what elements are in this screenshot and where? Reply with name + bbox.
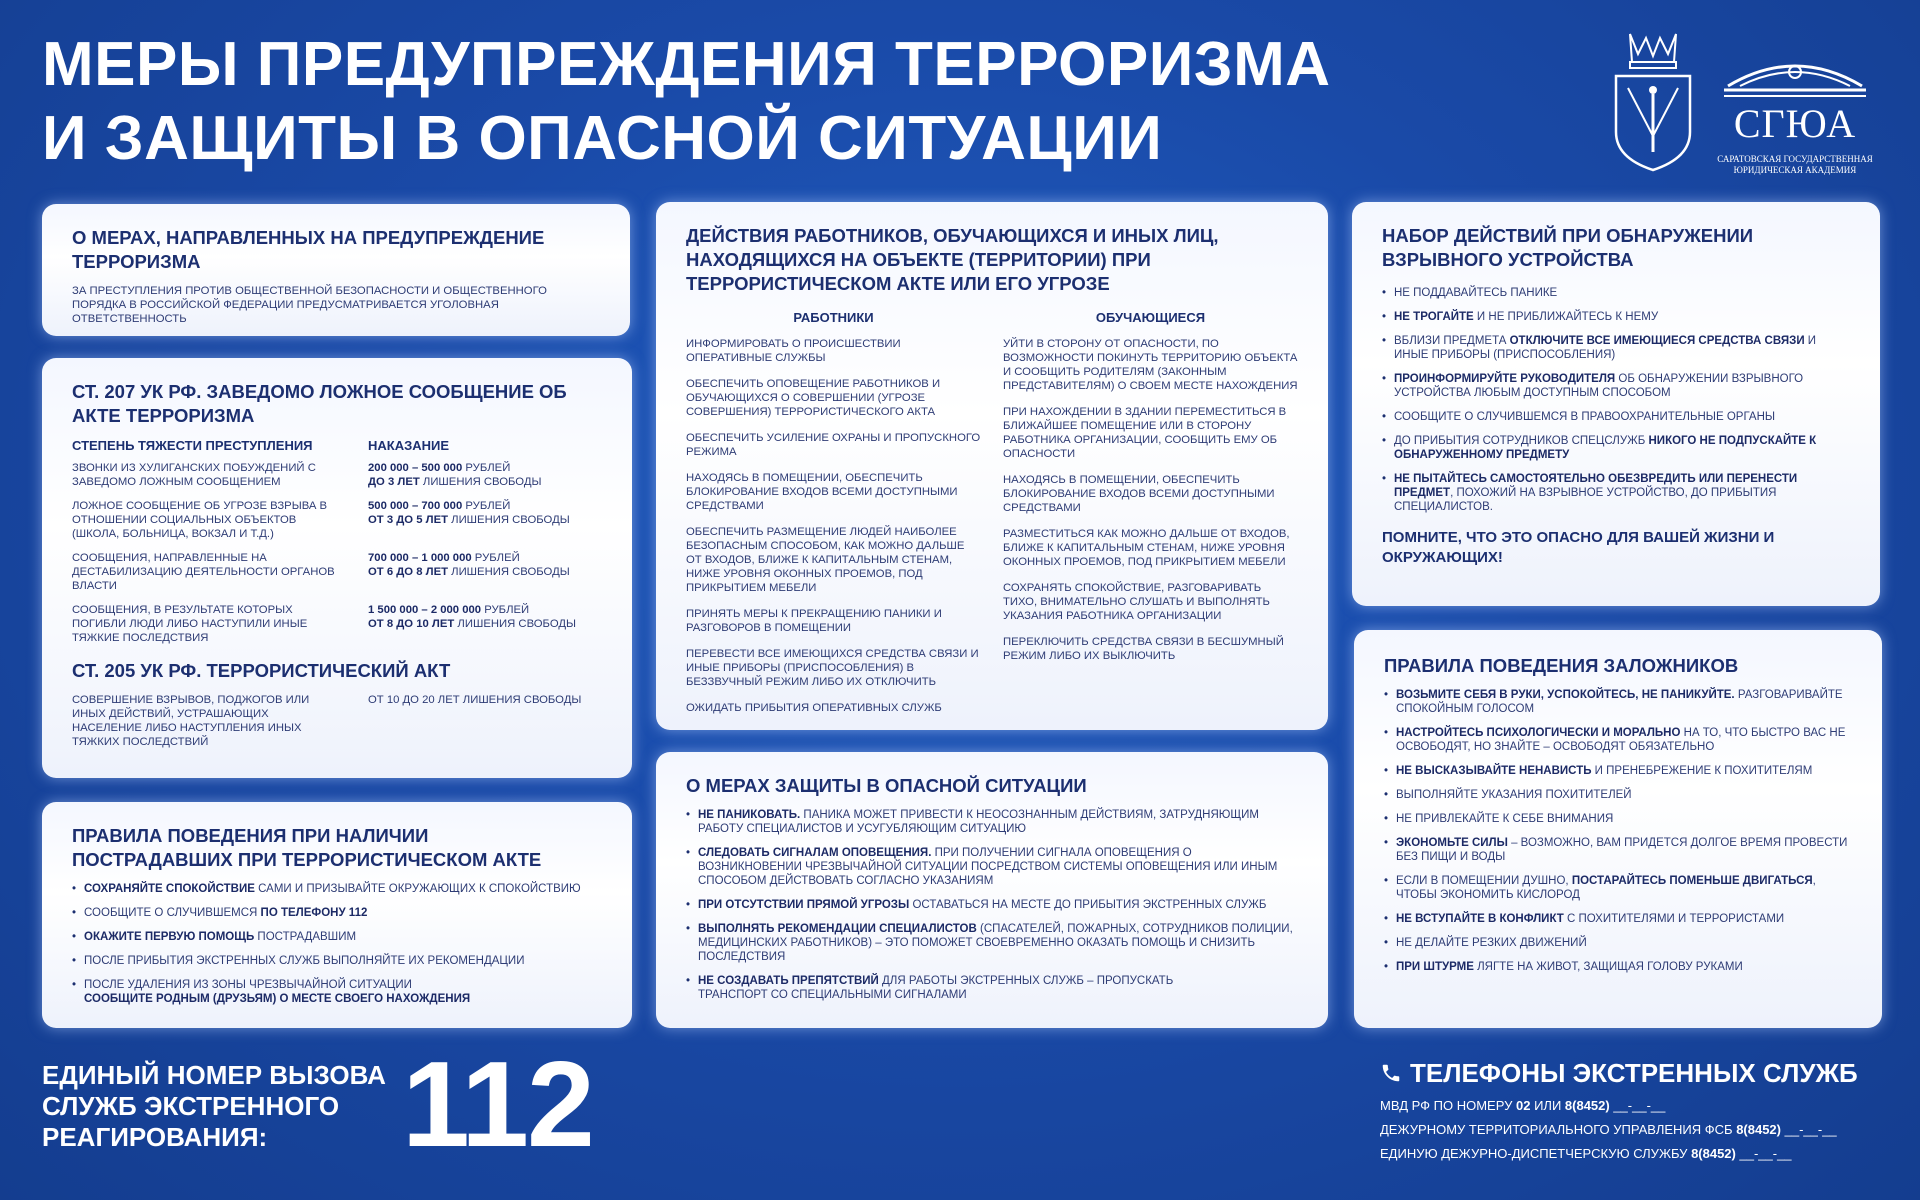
students-heading: ОБУЧАЮЩИЕСЯ: [1095, 310, 1206, 325]
list-item: • ДО ПРИБЫТИЯ СОТРУДНИКОВ СПЕЦСЛУЖБ НИКОГО НЕ ПОДПУСКАЙТЕ К ОБНАРУЖЕННОМУ ПРЕДМЕТУ: [1382, 434, 1850, 462]
phone-icon: [1380, 1062, 1402, 1084]
list-item: • СЛЕДОВАТЬ СИГНАЛАМ ОПОВЕЩЕНИЯ. ПРИ ПОЛУЧЕНИИ СИГНАЛА ОПОВЕЩЕНИЯ О ВОЗНИКНОВЕНИИ ЧРЕЗВЫЧАЙНОЙ СИТУАЦИИ ПОСРЕДСТВОМ СИСТЕМЫ ОПОВЕЩЕНИЯ ИЛИ ИНЫМ СПОСОБОМ ДЕЙСТВОВАТЬ СОГЛАСНО УКАЗАНИЯМ: [686, 846, 1298, 888]
list-item: • ВЫПОЛНЯТЬ РЕКОМЕНДАЦИИ СПЕЦИАЛИСТОВ (СПАСАТЕЛЕЙ, ПОЖАРНЫХ, СОТРУДНИКОВ ПОЛИЦИИ, МЕДИЦИНСКИХ РАБОТНИКОВ) – ЭТО ПОМОЖЕТ СВОЕВРЕМЕННО ОКАЗАТЬ ПОМОЩЬ И СНИЗИТЬ ПОСЛЕДСТВИЯ: [686, 922, 1298, 964]
prevention-heading: О МЕРАХ, НАПРАВЛЕННЫХ НА ПРЕДУПРЕЖДЕНИЕ ТЕРРОРИЗМА: [72, 227, 545, 272]
victims-heading: ПРАВИЛА ПОВЕДЕНИЯ ПРИ НАЛИЧИИ ПОСТРАДАВШИХ ПРИ ТЕРРОРИСТИЧЕСКОМ АКТЕ: [72, 825, 542, 870]
crime-text: СОВЕРШЕНИЕ ВЗРЫВОВ, ПОДЖОГОВ ИЛИ ИНЫХ ДЕЙСТВИЙ, УСТРАШАЮЩИХ НАСЕЛЕНИЕ ЛИБО НАСТУПЛЕНИЯ ИНЫХ ТЯЖКИХ ПОСЛЕДСТВИЙ: [72, 694, 310, 748]
students-column: [1003, 310, 1298, 727]
crime-text: ЗВОНКИ ИЗ ХУЛИГАНСКИХ ПОБУЖДЕНИЙ С ЗАВЕДОМО ЛОЖНЫМ СООБЩЕНИЕМ: [72, 462, 316, 488]
list-item: ПЕРЕКЛЮЧИТЬ СРЕДСТВА СВЯЗИ В БЕСШУМНЫЙ РЕЖИМ ЛИБО ИХ ВЫКЛЮЧИТЬ: [1003, 636, 1284, 662]
protection-card: [656, 752, 1328, 1028]
list-item: НАХОДЯСЬ В ПОМЕЩЕНИИ, ОБЕСПЕЧИТЬ БЛОКИРОВАНИЕ ВХОДОВ ВСЕМИ ДОСТУПНЫМИ СРЕДСТВАМИ: [1003, 474, 1275, 514]
list-item: ПРИ НАХОЖДЕНИИ В ЗДАНИИ ПЕРЕМЕСТИТЬСЯ В БЛИЖАЙШЕЕ ПОМЕЩЕНИЕ ИЛИ В СТОРОНУ РАБОТНИКА ОРГАНИЗАЦИИ, СООБЩИТЬ ЕМУ ОБ ОПАСНОСТИ: [1003, 406, 1287, 460]
list-item: • НЕ СОЗДАВАТЬ ПРЕПЯТСТВИЙ ДЛЯ РАБОТЫ ЭКСТРЕННЫХ СЛУЖБ – ПРОПУСКАТЬ ТРАНСПОРТ СО СПЕЦИАЛЬНЫМИ СИГНАЛАМИ: [686, 974, 1246, 1002]
explosive-heading: НАБОР ДЕЙСТВИЙ ПРИ ОБНАРУЖЕНИИ ВЗРЫВНОГО УСТРОЙСТВА: [1382, 225, 1754, 270]
actions-columns: [686, 310, 1298, 727]
art207-col-penalty: НАКАЗАНИЕ: [368, 438, 450, 453]
list-item: • НЕ ПАНИКОВАТЬ. ПАНИКА МОЖЕТ ПРИВЕСТИ К НЕОСОЗНАННЫМ ДЕЙСТВИЯМ, ЗАТРУДНЯЮЩИМ РАБОТУ СПЕЦИАЛИСТОВ И УСУГУБЛЯЮЩИМ СИТУАЦИЮ: [686, 808, 1298, 836]
list-item: • ПРОИНФОРМИРУЙТЕ РУКОВОДИТЕЛЯ ОБ ОБНАРУЖЕНИИ ВЗРЫВНОГО УСТРОЙСТВА ЛЮБЫМ ДОСТУПНЫМ СПОСОБОМ: [1382, 372, 1850, 400]
table-row: [72, 551, 602, 593]
list-item: • СООБЩИТЕ О СЛУЧИВШЕМСЯ ПО ТЕЛЕФОНУ 112: [72, 906, 602, 920]
page-title: [42, 28, 1331, 176]
emergency-phones: [1380, 1058, 1858, 1166]
list-item: • ПРИ ШТУРМЕ ЛЯГТЕ НА ЖИВОТ, ЗАЩИЩАЯ ГОЛОВУ РУКАМИ: [1384, 960, 1852, 974]
criminal-code-card: [42, 358, 632, 778]
penalty-text: 700 000 – 1 000 000 РУБЛЕЙ ОТ 6 ДО 8 ЛЕТ ЛИШЕНИЯ СВОБОДЫ: [368, 552, 570, 578]
art207-heading: СТ. 207 УК РФ. ЗАВЕДОМО ЛОЖНОЕ СООБЩЕНИЕ ОБ АКТЕ ТЕРРОРИЗМА: [72, 381, 567, 426]
workers-heading: РАБОТНИКИ: [793, 310, 874, 325]
table-row: [72, 499, 602, 541]
phones-title: ТЕЛЕФОНЫ ЭКСТРЕННЫХ СЛУЖБ: [1380, 1058, 1858, 1088]
saratov-crest-icon: [1610, 24, 1696, 172]
actions-card: [656, 202, 1328, 730]
art207-col-severity: СТЕПЕНЬ ТЯЖЕСТИ ПРЕСТУПЛЕНИЯ: [72, 438, 313, 453]
penalty-text: 500 000 – 700 000 РУБЛЕЙ ОТ 3 ДО 5 ЛЕТ ЛИШЕНИЯ СВОБОДЫ: [368, 500, 570, 526]
emergency-number: 112: [402, 1036, 593, 1172]
crime-text: ЛОЖНОЕ СООБЩЕНИЕ ОБ УГРОЗЕ ВЗРЫВА В ОТНОШЕНИИ СОЦИАЛЬНЫХ ОБЪЕКТОВ (ШКОЛА, БОЛЬНИЦА, ВОКЗАЛ И Т.Д.): [72, 500, 328, 540]
prevention-text: ЗА ПРЕСТУПЛЕНИЯ ПРОТИВ ОБЩЕСТВЕННОЙ БЕЗОПАСНОСТИ И ОБЩЕСТВЕННОГО ПОРЯДКА В РОССИЙСКОЙ ФЕДЕРАЦИИ ПРЕДУСМАТРИВАЕТСЯ УГОЛОВНАЯ ОТВЕТСТВЕННОСТЬ: [72, 285, 547, 325]
list-item: ПРИНЯТЬ МЕРЫ К ПРЕКРАЩЕНИЮ ПАНИКИ И РАЗГОВОРОВ В ПОМЕЩЕНИИ: [686, 608, 942, 634]
list-item: • ВОЗЬМИТЕ СЕБЯ В РУКИ, УСПОКОЙТЕСЬ, НЕ ПАНИКУЙТЕ. РАЗГОВАРИВАЙТЕ СПОКОЙНЫМ ГОЛОСОМ: [1384, 688, 1852, 716]
penalty-text: 1 500 000 – 2 000 000 РУБЛЕЙ ОТ 8 ДО 10 ЛЕТ ЛИШЕНИЯ СВОБОДЫ: [368, 604, 577, 630]
list-item: • НЕ ДЕЛАЙТЕ РЕЗКИХ ДВИЖЕНИЙ: [1384, 936, 1852, 950]
list-item: ОЖИДАТЬ ПРИБЫТИЯ ОПЕРАТИВНЫХ СЛУЖБ: [686, 702, 942, 714]
list-item: • НЕ ПРИВЛЕКАЙТЕ К СЕБЕ ВНИМАНИЯ: [1384, 812, 1852, 826]
list-item: • НЕ ВЫСКАЗЫВАЙТЕ НЕНАВИСТЬ И ПРЕНЕБРЕЖЕНИЕ К ПОХИТИТЕЛЯМ: [1384, 764, 1852, 778]
actions-heading: ДЕЙСТВИЯ РАБОТНИКОВ, ОБУЧАЮЩИХСЯ И ИНЫХ ЛИЦ, НАХОДЯЩИХСЯ НА ОБЪЕКТЕ (ТЕРРИТОРИИ) ПРИ ТЕРРОРИСТИЧЕСКОМ АКТЕ ИЛИ ЕГО УГРОЗЕ: [686, 225, 1219, 294]
list-item: • ЭКОНОМЬТЕ СИЛЫ – ВОЗМОЖНО, ВАМ ПРИДЕТСЯ ДОЛГОЕ ВРЕМЯ ПРОВЕСТИ БЕЗ ПИЩИ И ВОДЫ: [1384, 836, 1852, 864]
list-item: • ВЫПОЛНЯЙТЕ УКАЗАНИЯ ПОХИТИТЕЛЕЙ: [1384, 788, 1852, 802]
phone-line-fsb: ДЕЖУРНОМУ ТЕРРИТОРИАЛЬНОГО УПРАВЛЕНИЯ ФСБ 8(8452) __-__-__: [1380, 1122, 1837, 1137]
table-row: [72, 693, 602, 749]
title-line-1: МЕРЫ ПРЕДУПРЕЖДЕНИЯ ТЕРРОРИЗМА: [42, 30, 1331, 99]
sgua-name: СГЮА: [1733, 101, 1857, 146]
list-item: • НЕ ПЫТАЙТЕСЬ САМОСТОЯТЕЛЬНО ОБЕЗВРЕДИТЬ ИЛИ ПЕРЕНЕСТИ ПРЕДМЕТ, ПОХОЖИЙ НА ВЗРЫВНОЕ УСТРОЙСТВО, ДО ПРИБЫТИЯ СПЕЦИАЛИСТОВ.: [1382, 472, 1850, 514]
list-item: • НЕ ПОДДАВАЙТЕСЬ ПАНИКЕ: [1382, 286, 1850, 300]
explosive-warning: ПОМНИТЕ, ЧТО ЭТО ОПАСНО ДЛЯ ВАШЕЙ ЖИЗНИ И ОКРУЖАЮЩИХ!: [1382, 529, 1775, 566]
title-line-2: И ЗАЩИТЫ В ОПАСНОЙ СИТУАЦИИ: [42, 104, 1163, 173]
workers-column: [686, 310, 981, 727]
sgua-logo: [1717, 38, 1890, 188]
emergency-number-label: ЕДИНЫЙ НОМЕР ВЫЗОВА СЛУЖБ ЭКСТРЕННОГО РЕАГИРОВАНИЯ:: [42, 1060, 386, 1152]
protection-heading: О МЕРАХ ЗАЩИТЫ В ОПАСНОЙ СИТУАЦИИ: [686, 775, 1087, 796]
prevention-card: [42, 204, 630, 336]
list-item: ОБЕСПЕЧИТЬ УСИЛЕНИЕ ОХРАНЫ И ПРОПУСКНОГО РЕЖИМА: [686, 432, 981, 458]
list-item: • ОКАЖИТЕ ПЕРВУЮ ПОМОЩЬ ПОСТРАДАВШИМ: [72, 930, 602, 944]
list-item: • НАСТРОЙТЕСЬ ПСИХОЛОГИЧЕСКИ И МОРАЛЬНО НА ТО, ЧТО БЫСТРО ВАС НЕ ОСВОБОДЯТ, НО ЗНАЙТЕ – ОСВОБОДЯТ ОБЯЗАТЕЛЬНО: [1384, 726, 1852, 754]
list-item: УЙТИ В СТОРОНУ ОТ ОПАСНОСТИ, ПО ВОЗМОЖНОСТИ ПОКИНУТЬ ТЕРРИТОРИЮ ОБЪЕКТА И СООБЩИТЬ РОДИТЕЛЯМ (ЗАКОННЫМ ПРЕДСТАВИТЕЛЯМ) О СВОЕМ МЕСТЕ НАХОЖДЕНИЯ: [1003, 338, 1298, 392]
phone-line-edds: ЕДИНУЮ ДЕЖУРНО-ДИСПЕТЧЕРСКУЮ СЛУЖБУ 8(8452) __-__-__: [1380, 1146, 1792, 1161]
hostages-card: [1354, 630, 1882, 1028]
list-item: • СООБЩИТЕ О СЛУЧИВШЕМСЯ В ПРАВООХРАНИТЕЛЬНЫЕ ОРГАНЫ: [1382, 410, 1850, 424]
penalty-text: 200 000 – 500 000 РУБЛЕЙ ДО 3 ЛЕТ ЛИШЕНИЯ СВОБОДЫ: [368, 462, 542, 488]
list-item: • НЕ ВСТУПАЙТЕ В КОНФЛИКТ С ПОХИТИТЕЛЯМИ И ТЕРРОРИСТАМИ: [1384, 912, 1852, 926]
explosive-card: [1352, 202, 1880, 606]
list-item: ОБЕСПЕЧИТЬ РАЗМЕЩЕНИЕ ЛЮДЕЙ НАИБОЛЕЕ БЕЗОПАСНЫМ СПОСОБОМ, КАК МОЖНО ДАЛЬШЕ ОТ ВХОДОВ, БЛИЖЕ К КАПИТАЛЬНЫМ СТЕНАМ, НИЖЕ УРОВНЯ ОКОННЫХ ПРОЕМОВ, ПОД ПРИКРЫТИЕМ МЕБЕЛИ: [686, 526, 965, 594]
logos: [1610, 24, 1890, 174]
list-item: • ПОСЛЕ ПРИБЫТИЯ ЭКСТРЕННЫХ СЛУЖБ ВЫПОЛНЯЙТЕ ИХ РЕКОМЕНДАЦИИ: [72, 954, 602, 968]
art207-header-row: [72, 438, 602, 453]
phone-line-mvd: МВД РФ ПО НОМЕРУ 02 ИЛИ 8(8452) __-__-__: [1380, 1098, 1666, 1113]
art205-heading: СТ. 205 УК РФ. ТЕРРОРИСТИЧЕСКИЙ АКТ: [72, 660, 451, 681]
hostages-heading: ПРАВИЛА ПОВЕДЕНИЯ ЗАЛОЖНИКОВ: [1384, 655, 1739, 676]
list-item: НАХОДЯСЬ В ПОМЕЩЕНИИ, ОБЕСПЕЧИТЬ БЛОКИРОВАНИЕ ВХОДОВ ВСЕМИ ДОСТУПНЫМИ СРЕДСТВАМИ: [686, 472, 958, 512]
list-item: ОБЕСПЕЧИТЬ ОПОВЕЩЕНИЕ РАБОТНИКОВ И ОБУЧАЮЩИХСЯ О СОВЕРШЕНИИ (УГРОЗЕ СОВЕРШЕНИЯ) ТЕРРОРИСТИЧЕСКОГО АКТА: [686, 378, 941, 418]
table-row: [72, 603, 602, 645]
crime-text: СООБЩЕНИЯ, НАПРАВЛЕННЫЕ НА ДЕСТАБИЛИЗАЦИЮ ДЕЯТЕЛЬНОСТИ ОРГАНОВ ВЛАСТИ: [72, 552, 335, 592]
list-item: • ПРИ ОТСУТСТВИИ ПРЯМОЙ УГРОЗЫ ОСТАВАТЬСЯ НА МЕСТЕ ДО ПРИБЫТИЯ ЭКСТРЕННЫХ СЛУЖБ: [686, 898, 1298, 912]
list-item: СОХРАНЯТЬ СПОКОЙСТВИЕ, РАЗГОВАРИВАТЬ ТИХО, ВНИМАТЕЛЬНО СЛУШАТЬ И ВЫПОЛНЯТЬ УКАЗАНИЯ РАБОТНИКА ОРГАНИЗАЦИИ: [1003, 582, 1270, 622]
table-row: [72, 461, 602, 489]
sgua-subtitle: САРАТОВСКАЯ ГОСУДАРСТВЕННАЯ ЮРИДИЧЕСКАЯ АКАДЕМИЯ: [1717, 154, 1873, 175]
list-item: ПЕРЕВЕСТИ ВСЕ ИМЕЮЩИХСЯ СРЕДСТВА СВЯЗИ И ИНЫЕ ПРИБОРЫ (ПРИСПОСОБЛЕНИЯ) В БЕЗЗВУЧНЫЙ РЕЖИМ ЛИБО ИХ ОТКЛЮЧИТЬ: [686, 648, 979, 688]
list-item: • ВБЛИЗИ ПРЕДМЕТА ОТКЛЮЧИТЕ ВСЕ ИМЕЮЩИЕСЯ СРЕДСТВА СВЯЗИ И ИНЫЕ ПРИБОРЫ (ПРИСПОСОБЛЕНИЯ): [1382, 334, 1850, 362]
crime-text: СООБЩЕНИЯ, В РЕЗУЛЬТАТЕ КОТОРЫХ ПОГИБЛИ ЛЮДИ ЛИБО НАСТУПИЛИ ИНЫЕ ТЯЖКИЕ ПОСЛЕДСТВИЯ: [72, 604, 308, 644]
list-item: • СОХРАНЯЙТЕ СПОКОЙСТВИЕ САМИ И ПРИЗЫВАЙТЕ ОКРУЖАЮЩИХ К СПОКОЙСТВИЮ: [72, 882, 602, 896]
list-item: ИНФОРМИРОВАТЬ О ПРОИСШЕСТВИИ ОПЕРАТИВНЫЕ СЛУЖБЫ: [686, 338, 901, 364]
list-item: РАЗМЕСТИТЬСЯ КАК МОЖНО ДАЛЬШЕ ОТ ВХОДОВ, БЛИЖЕ К КАПИТАЛЬНЫМ СТЕНАМ, НИЖЕ УРОВНЯ ОКОННЫХ ПРОЕМОВ, ПОД ПРИКРЫТИЕМ МЕБЕЛИ: [1003, 528, 1290, 568]
victims-card: [42, 802, 632, 1028]
sgua-building-icon: [1720, 38, 1870, 108]
list-item: • НЕ ТРОГАЙТЕ И НЕ ПРИБЛИЖАЙТЕСЬ К НЕМУ: [1382, 310, 1850, 324]
penalty-text: ОТ 10 ДО 20 ЛЕТ ЛИШЕНИЯ СВОБОДЫ: [368, 694, 582, 706]
list-item: • ЕСЛИ В ПОМЕЩЕНИИ ДУШНО, ПОСТАРАЙТЕСЬ ПОМЕНЬШЕ ДВИГАТЬСЯ, ЧТОБЫ ЭКОНОМИТЬ КИСЛОРОД: [1384, 874, 1852, 902]
list-item: • ПОСЛЕ УДАЛЕНИЯ ИЗ ЗОНЫ ЧРЕЗВЫЧАЙНОЙ СИТУАЦИИ СООБЩИТЕ РОДНЫМ (ДРУЗЬЯМ) О МЕСТЕ СВОЕГО НАХОЖДЕНИЯ: [72, 978, 472, 1006]
